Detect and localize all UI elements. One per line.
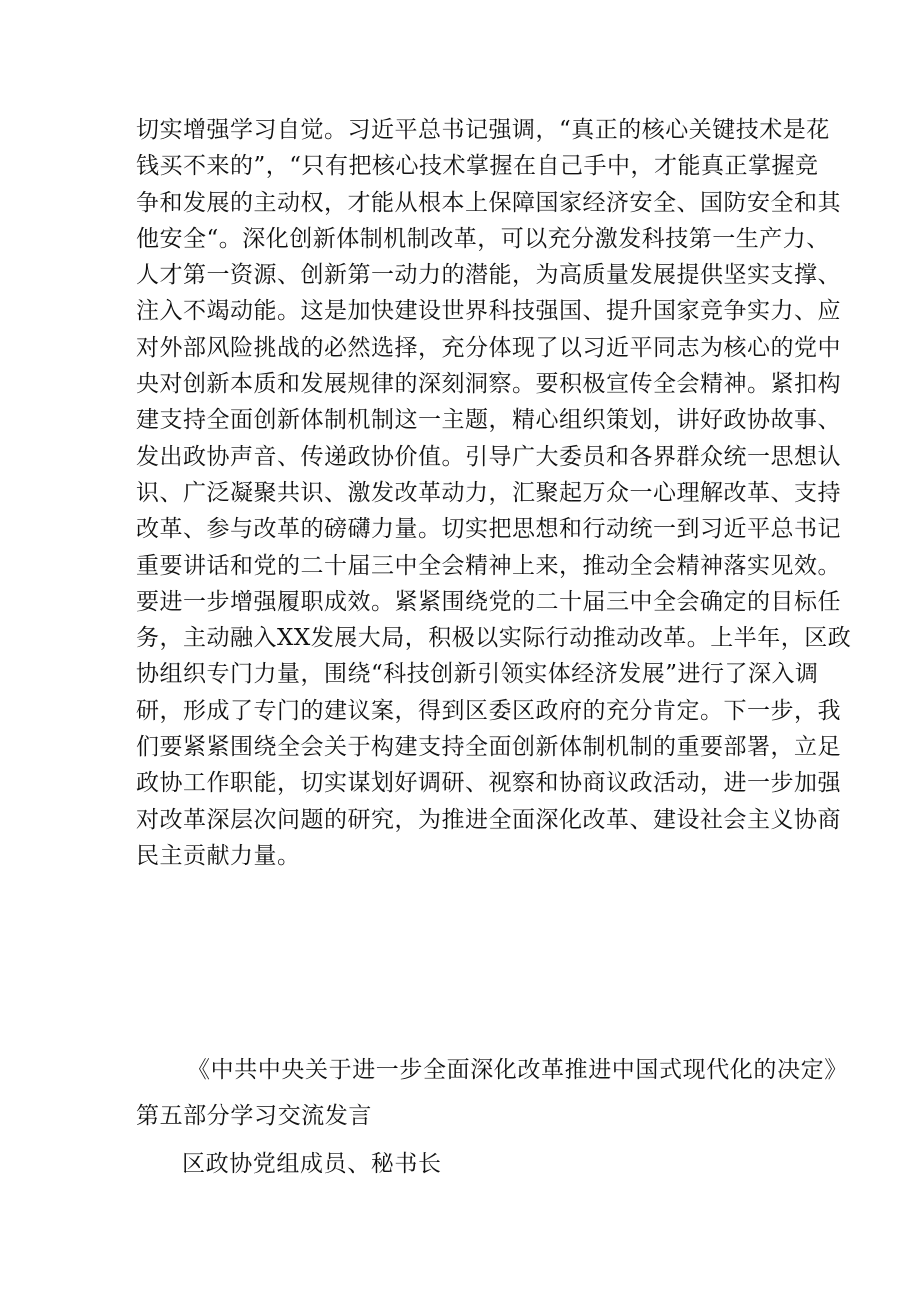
document-title-line-2: 第五部分学习交流发言 [136, 1103, 372, 1129]
document-title-line-1: 《中共中央关于进一步全面深化改革推进中国式现代化的决定》 [187, 1057, 848, 1083]
paragraph-line: 切实增强学习自觉。习近平总书记强调，“真正的核心关键技术是花 [136, 117, 830, 143]
paragraph-line: 对改革深层次问题的研究，为推进全面深化改革、建设社会主义协商 [136, 806, 841, 833]
paragraph-line: 协组织专门力量，围绕“科技创新引领实体经济发展”进行了深入调 [136, 661, 819, 688]
paragraph-line: 对外部风险挑战的必然选择，充分体现了以习近平同志为核心的党中 [136, 334, 841, 361]
paragraph-line: 钱买不来的”，“只有把核心技术掌握在自己手中，才能真正掌握竞 [136, 153, 819, 180]
paragraph-line: 务，主动融入XX发展大局，积极以实际行动推动改革。上半年，区政 [136, 625, 852, 652]
paragraph-line: 争和发展的主动权，才能从根本上保障国家经济安全、国防安全和其 [136, 189, 841, 216]
paragraph-line: 研，形成了专门的建议案，得到区委区政府的充分肯定。下一步，我 [136, 697, 841, 724]
paragraph-line: 们要紧紧围绕全会关于构建支持全面创新体制机制的重要部署，立足 [136, 734, 841, 761]
paragraph-line: 他安全“。深化创新体制机制改革，可以充分激发科技第一生产力、 [136, 225, 830, 252]
paragraph-line: 央对创新本质和发展规律的深刻洞察。要积极宣传全会精神。紧扣构 [136, 371, 841, 398]
paragraph-line: 人才第一资源、创新第一动力的潜能，为高质量发展提供坚实支撑、 [136, 262, 841, 289]
paragraph-line: 民主贡献力量。 [136, 842, 301, 869]
paragraph-line: 要进一步增强履职成效。紧紧围绕党的二十届三中全会确定的目标任 [136, 588, 841, 615]
paragraph-line: 改革、参与改革的磅礴力量。切实把思想和行动统一到习近平总书记 [136, 516, 841, 543]
body-paragraph [136, 112, 852, 874]
author-line: 区政协党组成员、秘书长 [182, 1151, 442, 1177]
paragraph-line: 建支持全面创新体制机制这一主题，精心组织策划，讲好政协故事、 [136, 407, 841, 434]
paragraph-line: 重要讲话和党的二十届三中全会精神上来，推动全会精神落实见效。 [136, 552, 841, 579]
paragraph-line: 政协工作职能，切实谋划好调研、视察和协商议政活动，进一步加强 [136, 770, 841, 797]
paragraph-line: 识、广泛凝聚共识、激发改革动力，汇聚起万众一心理解改革、支持 [136, 479, 841, 506]
paragraph-line: 注入不竭动能。这是加快建设世界科技强国、提升国家竞争实力、应 [136, 298, 841, 325]
paragraph-line: 发出政协声音、传递政协价值。引导广大委员和各界群众统一思想认 [136, 443, 841, 470]
